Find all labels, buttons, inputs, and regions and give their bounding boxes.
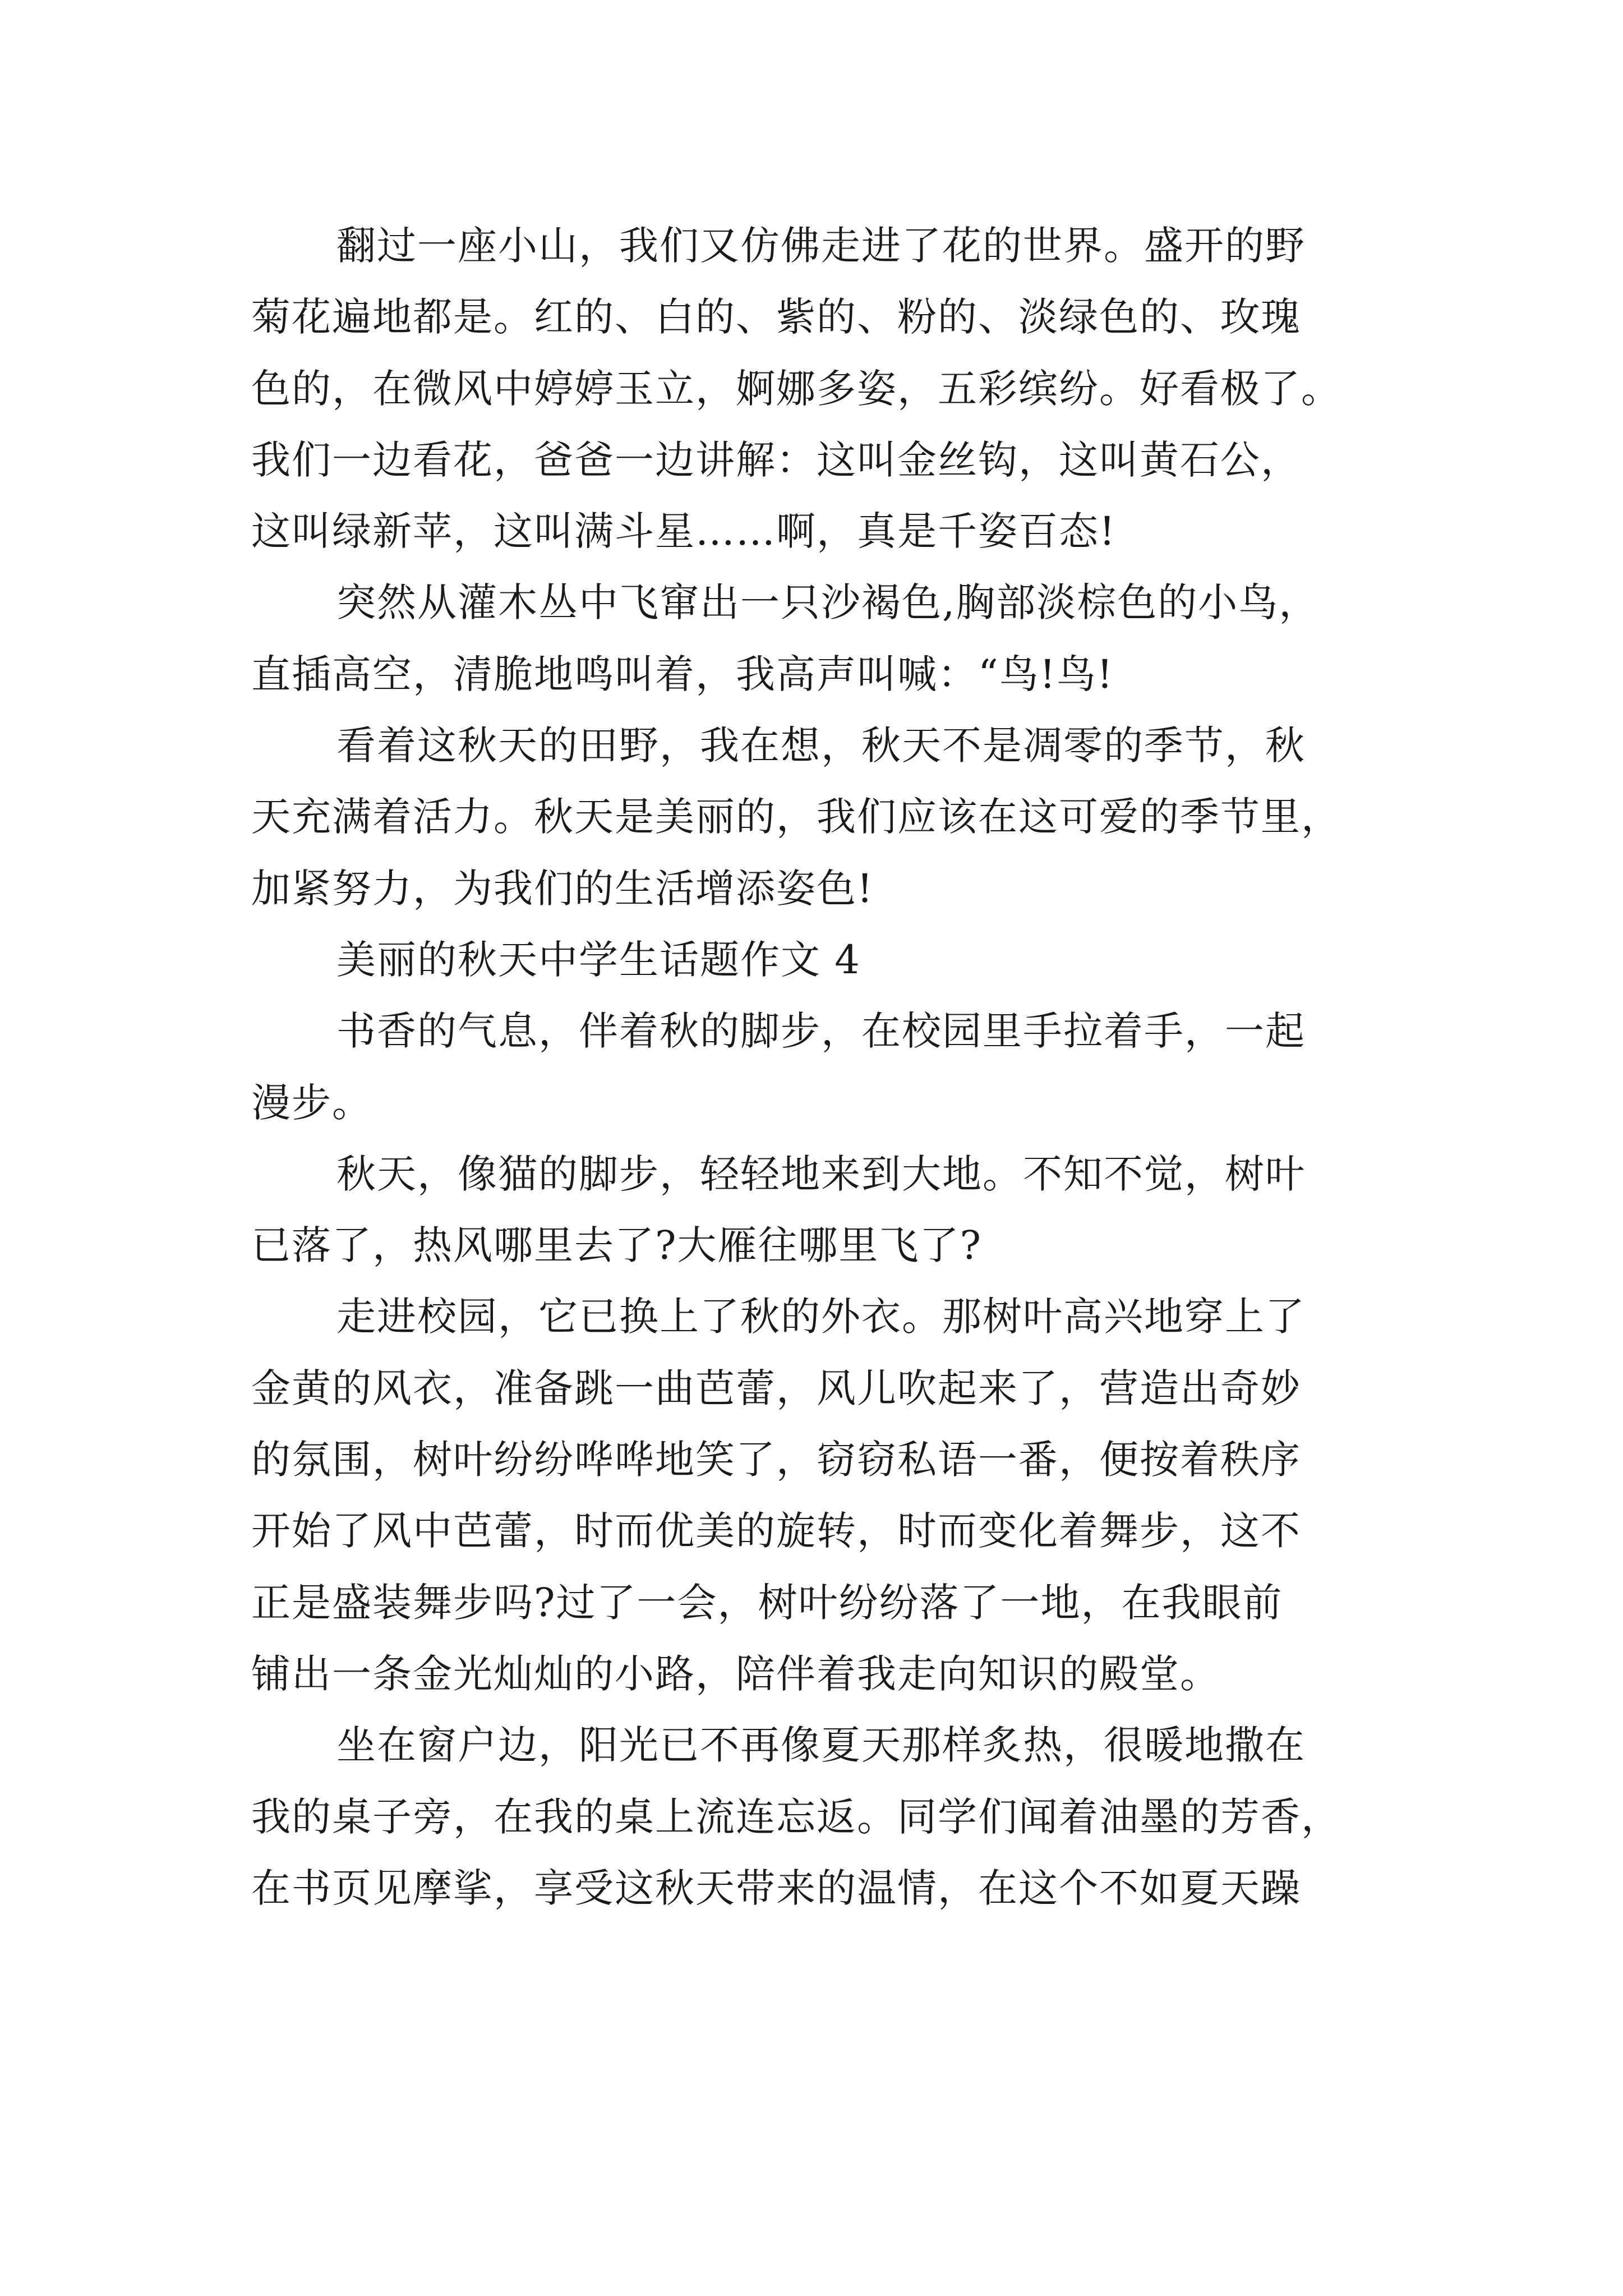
- text-line: 我的桌子旁，在我的桌上流连忘返。同学们闻着油墨的芳香，: [251, 1793, 1341, 1840]
- article-body: [251, 210, 1390, 1924]
- text-line: 色的，在微风中婷婷玉立，婀娜多姿，五彩缤纷。好看极了。: [251, 365, 1341, 412]
- text-line: 菊花遍地都是。红的、白的、紫的、粉的、淡绿色的、玫瑰: [251, 294, 1301, 341]
- text-line: 看着这秋天的田野，我在想，秋天不是凋零的季节，秋: [336, 723, 1306, 769]
- text-line: 坐在窗户边，阳光已不再像夏天那样炙热，很暖地撒在: [336, 1722, 1306, 1769]
- paragraph-6: [251, 1139, 1390, 1282]
- section-heading: [251, 924, 1390, 996]
- text-line: 的氛围，树叶纷纷哗哗地笑了，窃窃私语一番，便按着秩序: [251, 1437, 1301, 1483]
- paragraph-1: [251, 210, 1390, 567]
- text-line: 秋天，像猫的脚步，轻轻地来到大地。不知不觉，树叶: [336, 1151, 1306, 1197]
- text-line: 金黄的风衣，准备跳一曲芭蕾，风儿吹起来了，营造出奇妙: [251, 1365, 1301, 1411]
- paragraph-7: [251, 1281, 1390, 1710]
- text-line: 我们一边看花，爸爸一边讲解：这叫金丝钩，这叫黄石公，: [251, 436, 1301, 483]
- text-line: 走进校园，它已换上了秋的外衣。那树叶高兴地穿上了: [336, 1294, 1306, 1340]
- text-line: 加紧努力，为我们的生活增添姿色!: [251, 865, 874, 912]
- text-line: 在书页见摩挲，享受这秋天带来的温情，在这个不如夏天躁: [251, 1865, 1301, 1911]
- text-line: 突然从灌木丛中飞窜出一只沙褐色,胸部淡棕色的小鸟，: [336, 579, 1320, 626]
- text-line: 书香的气息，伴着秋的脚步，在校园里手拉着手，一起: [336, 1008, 1306, 1055]
- text-line: 翻过一座小山，我们又仿佛走进了花的世界。盛开的野: [336, 223, 1306, 269]
- paragraph-3: [251, 710, 1390, 924]
- text-line: 天充满着活力。秋天是美丽的，我们应该在这可爱的季节里，: [251, 794, 1341, 840]
- paragraph-5: [251, 996, 1390, 1139]
- paragraph-8: [251, 1710, 1390, 1924]
- text-line: 铺出一条金光灿灿的小路，陪伴着我走向知识的殿堂。: [251, 1650, 1220, 1697]
- text-line: 开始了风中芭蕾，时而优美的旋转，时而变化着舞步，这不: [251, 1508, 1301, 1554]
- text-line: 漫步。: [251, 1079, 372, 1126]
- text-line: 直插高空，清脆地鸣叫着，我高声叫喊：“鸟!鸟!: [251, 651, 1114, 697]
- text-line: 已落了，热风哪里去了?大雁往哪里飞了?: [251, 1222, 983, 1269]
- text-line: 正是盛装舞步吗?过了一会，树叶纷纷落了一地，在我眼前: [251, 1579, 1283, 1626]
- paragraph-2: [251, 567, 1390, 710]
- text-line: 美丽的秋天中学生话题作文 4: [336, 936, 861, 983]
- text-line: 这叫绿新苹，这叫满斗星……啊，真是千姿百态!: [251, 508, 1117, 555]
